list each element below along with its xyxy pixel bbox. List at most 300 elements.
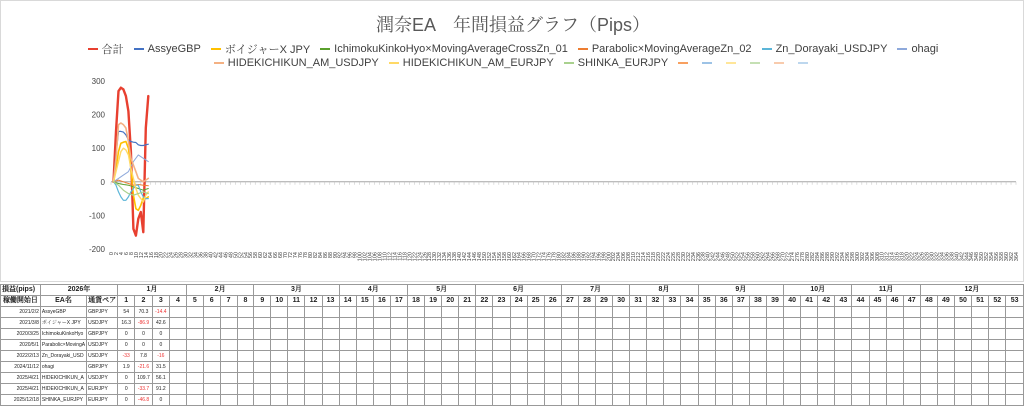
x-tick-label: 82 (312, 252, 319, 259)
legend-swatch (897, 48, 907, 50)
week-value-cell (459, 340, 476, 351)
x-tick-label: 336 (944, 252, 951, 262)
legend-swatch (320, 48, 330, 50)
x-tick-label: 112 (387, 252, 394, 261)
month-header: 12月 (920, 285, 1023, 296)
week-value-cell (442, 395, 459, 406)
table-row (1, 362, 1024, 373)
x-tick-label: 198 (601, 252, 608, 262)
x-tick-label: 214 (641, 252, 648, 262)
week-value-cell (954, 318, 971, 329)
x-tick-label: 136 (447, 252, 454, 262)
week-value-cell (972, 340, 989, 351)
week-value-cell (1006, 362, 1024, 373)
week-value-cell (920, 318, 937, 329)
week-value-cell (254, 395, 271, 406)
week-value-cell (254, 307, 271, 318)
x-tick-label: 322 (909, 252, 916, 262)
legend-label: 合計 (101, 44, 124, 56)
x-tick-label: 174 (541, 252, 548, 262)
week-value-cell: 0 (152, 395, 169, 406)
week-value-cell (578, 318, 595, 329)
legend-item (134, 43, 201, 55)
week-value-cell (698, 340, 715, 351)
x-tick-label: 18 (153, 252, 160, 259)
week-value-cell (630, 329, 647, 340)
week-header: 32 (647, 296, 664, 307)
week-value-cell (493, 307, 510, 318)
row-ea-name: AssyeGBP (40, 307, 86, 318)
table-row (1, 351, 1024, 362)
x-tick-label: 120 (407, 252, 414, 262)
week-value-cell (544, 395, 561, 406)
row-start-date: 2025/4/21 (1, 384, 41, 395)
week-value-cell (852, 395, 869, 406)
y-tick-label: -100 (88, 211, 105, 221)
week-value-cell (220, 351, 237, 362)
week-value-cell (630, 362, 647, 373)
x-tick-label: 310 (879, 252, 886, 262)
week-value-cell (561, 318, 578, 329)
week-value-cell (989, 329, 1006, 340)
week-value-cell (527, 351, 544, 362)
month-header: 3月 (254, 285, 339, 296)
row-currency-pair: EURJPY (87, 395, 118, 406)
week-header: 31 (630, 296, 647, 307)
week-value-cell (989, 373, 1006, 384)
week-value-cell (954, 362, 971, 373)
col-ea-name: EA名 (40, 296, 86, 307)
week-value-cell (1006, 384, 1024, 395)
week-header: 22 (476, 296, 493, 307)
week-value-cell (920, 373, 937, 384)
x-tick-label: 156 (496, 252, 503, 262)
x-tick-label: 268 (775, 252, 782, 262)
week-value-cell (972, 362, 989, 373)
x-tick-label: 78 (302, 252, 309, 259)
table-year-label: 2026年 (40, 285, 117, 296)
week-value-cell (561, 362, 578, 373)
x-tick-label: 332 (934, 252, 941, 262)
week-value-cell (596, 307, 613, 318)
x-tick-label: 292 (834, 252, 841, 262)
week-value-cell (835, 307, 852, 318)
x-tick-label: 150 (481, 252, 488, 262)
week-value-cell (220, 362, 237, 373)
x-tick-label: 92 (337, 252, 344, 259)
week-value-cell (459, 307, 476, 318)
table-row (1, 340, 1024, 351)
week-header: 13 (322, 296, 339, 307)
week-value-cell (954, 384, 971, 395)
week-value-cell (818, 373, 835, 384)
week-value-cell (356, 329, 373, 340)
week-value-cell (732, 329, 749, 340)
y-tick-label: -200 (88, 245, 105, 254)
x-tick-label: 56 (248, 252, 255, 259)
x-tick-label: 262 (760, 252, 767, 262)
week-value-cell (818, 384, 835, 395)
week-value-cell (766, 395, 783, 406)
x-tick-label: 148 (476, 252, 483, 262)
week-value-cell (459, 351, 476, 362)
week-value-cell (373, 362, 390, 373)
week-value-cell (220, 340, 237, 351)
x-tick-label: 84 (317, 252, 324, 259)
week-value-cell (972, 307, 989, 318)
x-tick-label: 282 (810, 252, 817, 262)
week-value-cell (186, 307, 203, 318)
week-value-cell (527, 340, 544, 351)
week-header: 7 (220, 296, 237, 307)
week-value-cell (681, 362, 698, 373)
week-value-cell (937, 340, 954, 351)
week-value-cell (596, 340, 613, 351)
week-value-cell (305, 307, 322, 318)
week-value-cell (613, 362, 630, 373)
week-value-cell (647, 318, 664, 329)
week-value-cell (852, 384, 869, 395)
week-value-cell (288, 362, 305, 373)
x-tick-label: 144 (467, 252, 474, 262)
row-ea-name: ohagi (40, 362, 86, 373)
week-value-cell (407, 307, 424, 318)
week-value-cell (254, 384, 271, 395)
week-value-cell (613, 307, 630, 318)
week-value-cell (784, 318, 801, 329)
week-header: 30 (613, 296, 630, 307)
week-value-cell (818, 340, 835, 351)
week-value-cell (801, 362, 818, 373)
x-tick-label: 276 (795, 252, 802, 262)
x-tick-label: 182 (561, 252, 568, 262)
week-header: 24 (510, 296, 527, 307)
week-value-cell (442, 307, 459, 318)
x-tick-label: 312 (884, 252, 891, 262)
x-tick-label: 264 (765, 252, 772, 262)
week-value-cell (784, 373, 801, 384)
week-value-cell (442, 329, 459, 340)
x-tick-label: 208 (626, 252, 633, 262)
week-value-cell (869, 395, 886, 406)
x-tick-label: 170 (531, 252, 538, 262)
week-value-cell (886, 329, 903, 340)
week-value-cell (170, 307, 187, 318)
week-value-cell (732, 384, 749, 395)
legend-row-1 (1, 41, 1024, 57)
x-tick-label: 54 (243, 252, 250, 259)
week-value-cell (972, 373, 989, 384)
week-value-cell (801, 307, 818, 318)
week-value-cell (886, 373, 903, 384)
week-value-cell (476, 318, 493, 329)
week-value-cell (766, 373, 783, 384)
week-value-cell (170, 373, 187, 384)
week-value-cell (578, 362, 595, 373)
x-tick-label: 162 (511, 252, 518, 262)
week-value-cell (407, 351, 424, 362)
week-value-cell (271, 373, 288, 384)
week-value-cell (886, 307, 903, 318)
week-value-cell (254, 373, 271, 384)
week-value-cell (886, 340, 903, 351)
week-value-cell (390, 329, 407, 340)
week-header: 9 (254, 296, 271, 307)
week-value-cell (749, 307, 766, 318)
x-tick-label: 226 (670, 252, 677, 262)
week-value-cell (920, 329, 937, 340)
week-value-cell (493, 329, 510, 340)
x-tick-label: 318 (899, 252, 906, 262)
week-value-cell (886, 351, 903, 362)
week-value-cell (305, 318, 322, 329)
x-tick-label: 142 (462, 252, 469, 262)
x-tick-label: 194 (591, 252, 598, 262)
week-value-cell (186, 395, 203, 406)
x-tick-label: 108 (377, 252, 384, 262)
table-row (1, 329, 1024, 340)
x-tick-label: 100 (357, 252, 364, 262)
week-value-cell (425, 340, 442, 351)
week-value-cell (170, 351, 187, 362)
week-value-cell (390, 384, 407, 395)
week-header: 36 (715, 296, 732, 307)
legend-swatch (134, 48, 144, 50)
week-value-cell (749, 395, 766, 406)
week-value-cell: 0 (118, 373, 135, 384)
x-tick-label: 260 (755, 252, 762, 262)
week-value-cell (527, 373, 544, 384)
week-value-cell (493, 384, 510, 395)
x-tick-label: 172 (536, 252, 543, 262)
week-value-cell (339, 395, 356, 406)
x-tick-label: 16 (148, 252, 155, 259)
week-value-cell: -21.6 (135, 362, 152, 373)
week-value-cell (373, 351, 390, 362)
week-value-cell: 91.2 (152, 384, 169, 395)
week-value-cell (664, 318, 681, 329)
week-value-cell (561, 340, 578, 351)
x-tick-label: 320 (904, 252, 911, 262)
week-value-cell (510, 340, 527, 351)
week-value-cell (339, 362, 356, 373)
week-value-cell (578, 395, 595, 406)
week-value-cell (203, 307, 220, 318)
week-value-cell (630, 351, 647, 362)
week-value-cell (339, 307, 356, 318)
week-header: 25 (527, 296, 544, 307)
x-tick-label: 168 (526, 252, 533, 262)
week-value-cell (801, 384, 818, 395)
legend-item (774, 62, 788, 64)
x-tick-label: 358 (999, 252, 1006, 262)
row-ea-name: ボイジャーX JPY (40, 318, 86, 329)
x-tick-label: 4 (118, 252, 125, 256)
week-header: 34 (681, 296, 698, 307)
week-value-cell (459, 329, 476, 340)
week-value-cell (203, 329, 220, 340)
week-value-cell (818, 329, 835, 340)
week-value-cell (749, 351, 766, 362)
x-tick-label: 74 (292, 252, 299, 259)
week-value-cell (647, 329, 664, 340)
week-value-cell (220, 329, 237, 340)
week-value-cell (920, 395, 937, 406)
week-header: 41 (801, 296, 818, 307)
week-value-cell (903, 351, 920, 362)
x-tick-label: 184 (566, 252, 573, 262)
week-value-cell (647, 351, 664, 362)
week-header: 1 (118, 296, 135, 307)
week-value-cell (681, 373, 698, 384)
week-value-cell (288, 351, 305, 362)
x-tick-label: 116 (397, 252, 404, 261)
week-value-cell (869, 340, 886, 351)
legend-label: SHINKA_EURJPY (577, 57, 669, 69)
x-tick-label: 72 (288, 252, 295, 259)
week-value-cell (459, 362, 476, 373)
legend-item (762, 43, 888, 55)
legend-swatch (211, 48, 221, 50)
week-value-cell (322, 318, 339, 329)
week-value-cell (220, 318, 237, 329)
week-value-cell (989, 318, 1006, 329)
x-tick-label: 240 (705, 252, 712, 262)
x-tick-label: 350 (979, 252, 986, 262)
week-value-cell: 109.7 (135, 373, 152, 384)
week-value-cell (476, 351, 493, 362)
line-chart (1, 71, 1024, 281)
week-value-cell (869, 318, 886, 329)
week-header: 37 (732, 296, 749, 307)
week-value-cell (578, 340, 595, 351)
week-value-cell (852, 351, 869, 362)
week-header: 11 (288, 296, 305, 307)
week-value-cell (698, 395, 715, 406)
legend-swatch (726, 62, 736, 64)
x-tick-label: 314 (889, 252, 896, 262)
week-value-cell (989, 384, 1006, 395)
week-value-cell (390, 340, 407, 351)
week-value-cell (835, 395, 852, 406)
week-value-cell (818, 318, 835, 329)
week-header: 42 (818, 296, 835, 307)
week-value-cell (271, 395, 288, 406)
week-value-cell (510, 384, 527, 395)
x-tick-label: 152 (486, 252, 493, 262)
week-value-cell (835, 351, 852, 362)
week-value-cell (510, 395, 527, 406)
week-value-cell (425, 395, 442, 406)
week-value-cell (170, 318, 187, 329)
x-tick-label: 210 (631, 252, 638, 262)
month-header: 9月 (698, 285, 783, 296)
week-value-cell (442, 318, 459, 329)
week-value-cell (186, 351, 203, 362)
week-value-cell (390, 307, 407, 318)
x-tick-label: 196 (596, 252, 603, 262)
week-value-cell (664, 340, 681, 351)
x-tick-label: 98 (352, 252, 359, 259)
month-header: 6月 (476, 285, 561, 296)
x-tick-label: 114 (392, 252, 399, 261)
row-currency-pair: GBPJPY (87, 362, 118, 373)
week-value-cell (407, 340, 424, 351)
x-tick-label: 6 (123, 252, 130, 256)
week-value-cell (852, 307, 869, 318)
row-start-date: 2024/11/12 (1, 362, 41, 373)
month-header: 11月 (852, 285, 920, 296)
x-tick-label: 212 (636, 252, 643, 262)
x-tick-label: 8 (128, 252, 135, 256)
legend-item (798, 62, 812, 64)
x-tick-label: 236 (695, 252, 702, 262)
x-tick-label: 280 (805, 252, 812, 262)
row-start-date: 2025/4/21 (1, 373, 41, 384)
week-value-cell (561, 351, 578, 362)
x-tick-label: 348 (974, 252, 981, 262)
week-value-cell (818, 351, 835, 362)
x-tick-label: 270 (780, 252, 787, 262)
week-value-cell (544, 373, 561, 384)
week-value-cell (322, 362, 339, 373)
month-header: 10月 (784, 285, 852, 296)
week-value-cell (170, 384, 187, 395)
week-header: 53 (1006, 296, 1024, 307)
week-value-cell (459, 395, 476, 406)
week-value-cell (852, 373, 869, 384)
week-value-cell (356, 362, 373, 373)
week-value-cell (527, 329, 544, 340)
legend-item (678, 62, 692, 64)
week-value-cell (903, 362, 920, 373)
week-value-cell (203, 362, 220, 373)
week-value-cell (596, 373, 613, 384)
x-tick-label: 232 (685, 252, 692, 262)
week-value-cell (732, 307, 749, 318)
x-tick-label: 132 (437, 252, 444, 262)
week-header: 6 (203, 296, 220, 307)
x-tick-label: 52 (238, 252, 245, 259)
week-value-cell (390, 373, 407, 384)
legend-swatch (750, 62, 760, 64)
row-currency-pair: USDJPY (87, 351, 118, 362)
week-value-cell (442, 340, 459, 351)
week-value-cell (322, 351, 339, 362)
x-tick-label: 300 (854, 252, 861, 262)
week-value-cell (972, 351, 989, 362)
week-value-cell (544, 340, 561, 351)
week-value-cell (613, 329, 630, 340)
week-value-cell (869, 307, 886, 318)
week-value-cell (186, 384, 203, 395)
month-header: 7月 (561, 285, 629, 296)
x-tick-label: 158 (501, 252, 508, 262)
week-value-cell (356, 318, 373, 329)
x-tick-label: 338 (949, 252, 956, 262)
week-value-cell (869, 362, 886, 373)
week-value-cell (698, 373, 715, 384)
x-tick-label: 306 (869, 252, 876, 262)
week-value-cell (937, 351, 954, 362)
month-header: 5月 (407, 285, 475, 296)
week-value-cell (425, 351, 442, 362)
week-value-cell (732, 395, 749, 406)
week-value-cell (972, 329, 989, 340)
week-value-cell (220, 395, 237, 406)
week-value-cell (322, 384, 339, 395)
x-tick-label: 216 (646, 252, 653, 262)
